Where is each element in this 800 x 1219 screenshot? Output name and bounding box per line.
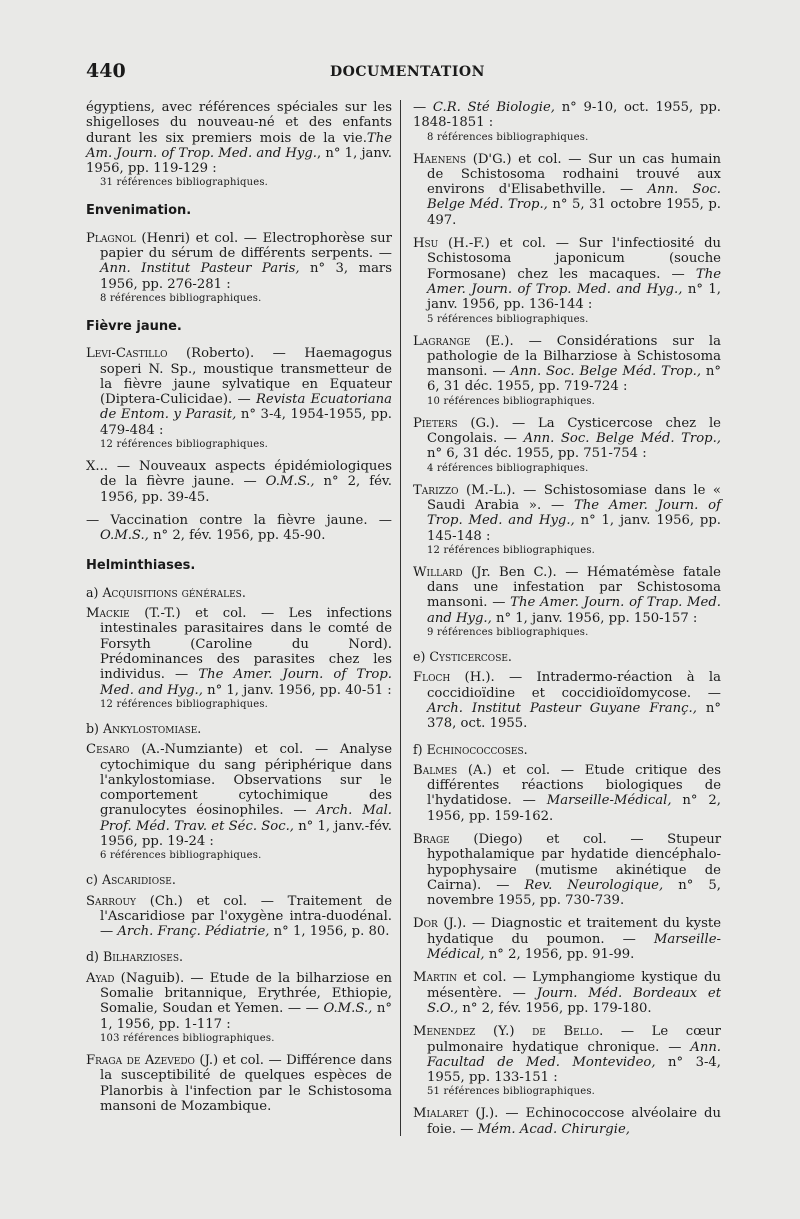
entry-title: (J.). — Diagnostic et traitement du kyste hydatique du poumon. — [427,916,721,947]
entry-title: (Roberto). — Haemagogus soperi N. Sp., moustique transmetteur de la fièvre jaune sylvatique en Equateur (Diptera-Culicidae). — [100,346,392,408]
entry-journal: Mém. Acad. Chirurgie, [477,1121,630,1137]
entry-journal: Ann. Facultad de Med. Montevideo, [427,1039,721,1070]
entry-journal: The Am. Journ. of Trop. Med. and Hyg. [86,130,392,161]
entry-author: Fraga de Azevedo [86,1052,195,1068]
section-heading: Helminthiases. [86,557,196,573]
bibliography-entry [413,1106,721,1137]
entry-references: 103 références bibliographiques. [100,1032,275,1044]
entry-citation: n° 9-10, oct. 1955, pp. 1848-1851 : [413,100,721,131]
bibliography-entry [413,152,721,228]
subsection-heading [86,949,392,964]
bibliography-entry [86,346,392,451]
entry-references: 51 références bibliographiques. [427,1086,596,1098]
subsection-prefix: e) [413,649,426,665]
entry-references: 12 références bibliographiques. [427,544,596,556]
section-heading: Fièvre jaune. [86,318,182,334]
entry-text [413,670,721,731]
entry-title: (A.) et col. — Etude critique des différentes réactions biologiques de l'hydatidose. — [427,762,721,809]
entry-text [413,1106,721,1137]
entry-author: Hsu [413,236,439,252]
subsection-prefix: c) [86,872,98,888]
subsection-label: Echinococcoses. [426,741,528,757]
entry-author: Pieters [413,415,458,431]
entry-text [86,742,392,849]
entry-author: Tarizzo [413,482,459,498]
entry-text [86,231,392,292]
subsection-heading [413,649,721,664]
entry-citation: n° 378, oct. 1955. [427,700,722,732]
bibliography-entry [413,236,721,325]
bibliography-entry [86,459,392,505]
bibliography-entry [413,832,721,908]
entry-title: (Henri) et col. — Electrophorèse sur papier du sérum de différents serpents. — [100,230,392,262]
entry-author: Brage [413,831,450,847]
bibliography-entry [86,894,392,940]
bibliography-entry [86,513,392,544]
subsection-label: Bilharzioses. [103,949,184,965]
entry-author: Martin [413,970,458,986]
entry-title: (E.). — Considérations sur la pathologie de la Bilharziose à Schistosoma mansoni. — [427,333,721,380]
entry-citation: n° 2, 1956, pp. 159-162. [427,793,721,824]
bibliography-entry [413,565,721,639]
entry-citation: n° 5, novembre 1955, pp. 730-739. [427,877,721,909]
entry-author: Sarrouy [86,893,136,909]
entry-citation: n° 1, janv. 1956, pp. 40-51 : [202,682,392,698]
entry-author: Balmes [413,762,458,778]
entry-journal: O.M.S., [100,528,149,544]
entry-author: Levi-Castillo [86,346,168,362]
entry-title: (M.-L.). — Schistosomiase dans le « Saudi Arabia ». — [427,482,721,513]
entry-title: (G.). — La Cysticercose chez le Congolais. — [427,415,721,447]
entry-title: (Diego) et col. — Stupeur hypothalamique par hydatide diencéphalo-hypophysaire (mutisme akinétique de Cairna). — [427,831,721,893]
bibliography-entry [413,916,721,962]
entry-journal: Marseille-Médical, [546,793,672,809]
bibliography-entry [413,1024,721,1098]
entry-journal: Ann. Soc. Belge Méd. Trop., [510,364,702,380]
entry-citation: n° 1, 1956, pp. 1-117 : [100,1001,392,1032]
entry-text [86,606,392,698]
entry-references: 5 références bibliographiques. [427,313,589,325]
entry-journal: Ann. Institut Pasteur Paris, [100,261,300,277]
entry-text [86,513,392,544]
entry-text [413,416,721,462]
bibliography-entry [413,416,721,475]
subsection-heading [86,721,392,736]
entry-journal: The Amer. Journ. of Trap. Med. and Hyg., [427,595,721,626]
entry-text [413,763,721,824]
column-divider [400,100,401,1136]
bibliography-entry [413,100,721,144]
entry-title: (J.). — Echinococcose alvéolaire du foie. — [427,1106,721,1137]
entry-text [86,894,392,940]
entry-citation: n° 1, janv. 1956, pp. 136-144 : [427,281,721,313]
entry-title: égyptiens, avec références spéciales sur les shigelloses du nouveau-né et des enfants durant les six premiers mois de la vie. [86,100,392,146]
entry-text [413,152,721,228]
subsection-prefix: a) [86,584,99,600]
entry-journal: Arch. Mal. Prof. Méd. Trav. et Séc. Soc., [100,803,392,834]
entry-citation: n° 6, 31 déc. 1955, pp. 719-724 : [427,364,721,395]
entry-references: 31 références bibliographiques. [100,177,269,189]
entry-title: — Nouveaux aspects épidémiologiques de la fièvre jaune. — [100,459,392,490]
entry-references: 9 références bibliographiques. [427,627,589,639]
entry-author: Ayad [86,970,115,986]
entry-author: Floch [413,670,451,686]
entry-title: (H.). — Intradermo-réaction à la coccidioïdine et coccidioïdomycose. — [427,670,721,701]
entry-journal: The Amer. Journ. of Trop. Med. and Hyg., [427,497,721,529]
entry-references: 4 références bibliographiques. [427,462,589,474]
entry-references: 12 références bibliographiques. [100,698,269,710]
entry-title: (A.-Numziante) et col. — Analyse cytochimique du sang périphérique dans l'ankylostomiase. Observations sur le comportement cytochimique des granulocytes éosinophiles. — [100,742,392,819]
entry-citation: n° 5, 31 octobre 1955, p. 497. [427,197,721,228]
entry-journal: Journ. Méd. Bordeaux et S.O., [427,985,721,1016]
entry-citation: n° 3-4, 1954-1955, pp. 479-484 : [100,407,392,438]
entry-citation: n° 1, janv. 1956, pp. 145-148 : [427,513,721,544]
entry-title: (J.) et col. — Différence dans la susceptibilité de quelques espèces de Planorbis à l'infection par le Schistosoma mansoni de Mozambique. [100,1052,393,1114]
entry-text [413,483,721,544]
entry-citation: n° 2, fév. 1956, pp. 39-45. [100,474,392,505]
entry-citation: n° 1, janv. 1956, pp. 150-157 : [491,610,698,626]
entry-author: Mackie [86,606,130,622]
entry-references: 10 références bibliographiques. [427,395,596,407]
entry-citation: n° 2, fév. 1956, pp. 45-90. [148,528,326,544]
entry-citation: n° 2, 1956, pp. 91-99. [484,947,635,963]
entry-text [413,1024,721,1085]
entry-references: 8 références bibliographiques. [427,131,589,143]
bibliography-entry [86,742,392,862]
running-head: DOCUMENTATION [330,64,485,80]
entry-text [413,970,721,1016]
entry-text [86,346,392,438]
entry-references: 6 références bibliographiques. [100,850,262,862]
entry-journal: Arch. Institut Pasteur Guyane Franç., [427,700,697,716]
subsection-prefix: b) [86,720,99,736]
entry-text [413,334,721,395]
entry-text [86,100,392,176]
bibliography-entry [413,670,721,731]
entry-text [413,565,721,626]
bibliography-entry [413,483,721,557]
entry-references: 8 références bibliographiques. [100,292,262,304]
entry-author: Menendez (Y.) de Bello [413,1024,600,1040]
entry-text [86,1053,392,1114]
entry-journal: O.M.S., [265,474,315,490]
entry-text [86,459,392,505]
entry-references: 12 références bibliographiques. [100,439,269,451]
entry-title: (H.-F.) et col. — Sur l'infectiosité du Schistosoma japonicum (souche Formosane) chez les macaques. — [427,236,721,282]
entry-journal: Arch. Franç. Pédiatrie, [117,924,270,940]
entry-citation: n° 1, janv.-fév. 1956, pp. 19-24 : [100,818,393,849]
bibliography-entry [413,763,721,824]
subsection-prefix: d) [86,949,99,965]
entry-title: (T.-T.) et col. — Les infections intestinales parasitaires dans le comté de Forsyth (Caroline du Nord). Prédominances des parasites chez les individus. — [100,606,392,683]
entry-journal: Ann. Soc. Belge Méd. Trop., [523,431,721,447]
entry-citation: n° 2, fév. 1956, pp. 179-180. [458,1000,652,1016]
entry-journal: Ann. Soc. Belge Méd. Trop., [427,182,721,213]
entry-journal: Marseille-Médical, [427,931,721,963]
subsection-label: Ankylostomiase. [103,720,202,736]
entry-citation: n° 6, 31 déc. 1955, pp. 751-754 : [427,446,647,462]
entry-citation: n° 1, 1956, p. 80. [269,924,390,940]
entry-journal: The Amer. Journ. of Trop. Med. and Hyg., [100,667,392,698]
entry-journal: Rev. Neurologique, [524,877,664,893]
entry-text [86,971,392,1032]
subsection-label: Cysticercose. [429,649,512,665]
bibliography-entry [413,334,721,408]
entry-author: Mialaret [413,1106,469,1122]
bibliography-entry [86,231,392,305]
subsection-heading [86,585,392,600]
bibliography-entry [86,606,392,711]
entry-citation: , n° 1, janv. 1956, pp. 119-129 : [86,145,392,177]
entry-title: — [413,100,433,115]
entry-title: (Ch.) et col. — Traitement de l'Ascaridiose par l'oxygène intra-duodénal. — [100,893,392,940]
entry-text [413,100,721,131]
subsection-prefix: f) [413,741,423,757]
entry-journal: C.R. Sté Biologie, [432,100,555,115]
entry-text [413,832,721,908]
entry-title: (Naguib). — Etude de la bilharziose en Somalie britannique, Erythrée, Ethiopie, Somalie, Soudan et Yemen. — — [100,970,392,1017]
bibliography-entry [86,1053,392,1114]
left-column [86,100,392,1122]
entry-author: Haenens [413,151,467,167]
entry-journal: The Amer. Journ. of Trop. Med. and Hyg., [427,266,721,297]
bibliography-entry [86,971,392,1045]
entry-title: — Vaccination contre la fièvre jaune. — [86,512,392,528]
entry-title: (D'G.) et col. — Sur un cas humain de Schistosoma rodhaini trouvé aux environs d'Elisabethville. — [427,151,721,198]
entry-citation: n° 3-4, 1955, pp. 133-151 : [427,1054,721,1086]
entry-text [413,916,721,962]
entry-title: . — Le cœur pulmonaire hydatique chronique. — [427,1024,721,1055]
entry-journal: Revista Ecuatoriana de Entom. y Parasit, [100,392,392,423]
page-number: 440 [86,60,126,82]
entry-journal: O.M.S., [323,1001,373,1017]
entry-citation: n° 3, mars 1956, pp. 276-281 : [100,261,393,292]
bibliography-entry [86,100,392,189]
subsection-label: Acquisitions générales. [102,584,246,600]
entry-title: (Jr. Ben C.). — Hématémèse fatale dans une infestation par Schistosoma mansoni. — [427,564,721,611]
entry-author: Willard [413,564,463,580]
section-heading: Envenimation. [86,203,192,219]
subsection-heading [413,742,721,757]
right-column [413,100,721,1145]
subsection-heading [86,872,392,887]
entry-text [413,236,721,312]
entry-author: Plagnol [86,230,136,246]
entry-title: et col. — Lymphangiome kystique du mésentère. — [427,970,721,1001]
entry-author: Cesaro [86,742,130,758]
entry-author: Lagrange [413,333,471,349]
entry-author: X... [86,459,108,475]
bibliography-entry [413,970,721,1016]
subsection-label: Ascaridiose. [101,872,176,888]
entry-author: Dor [413,916,438,932]
